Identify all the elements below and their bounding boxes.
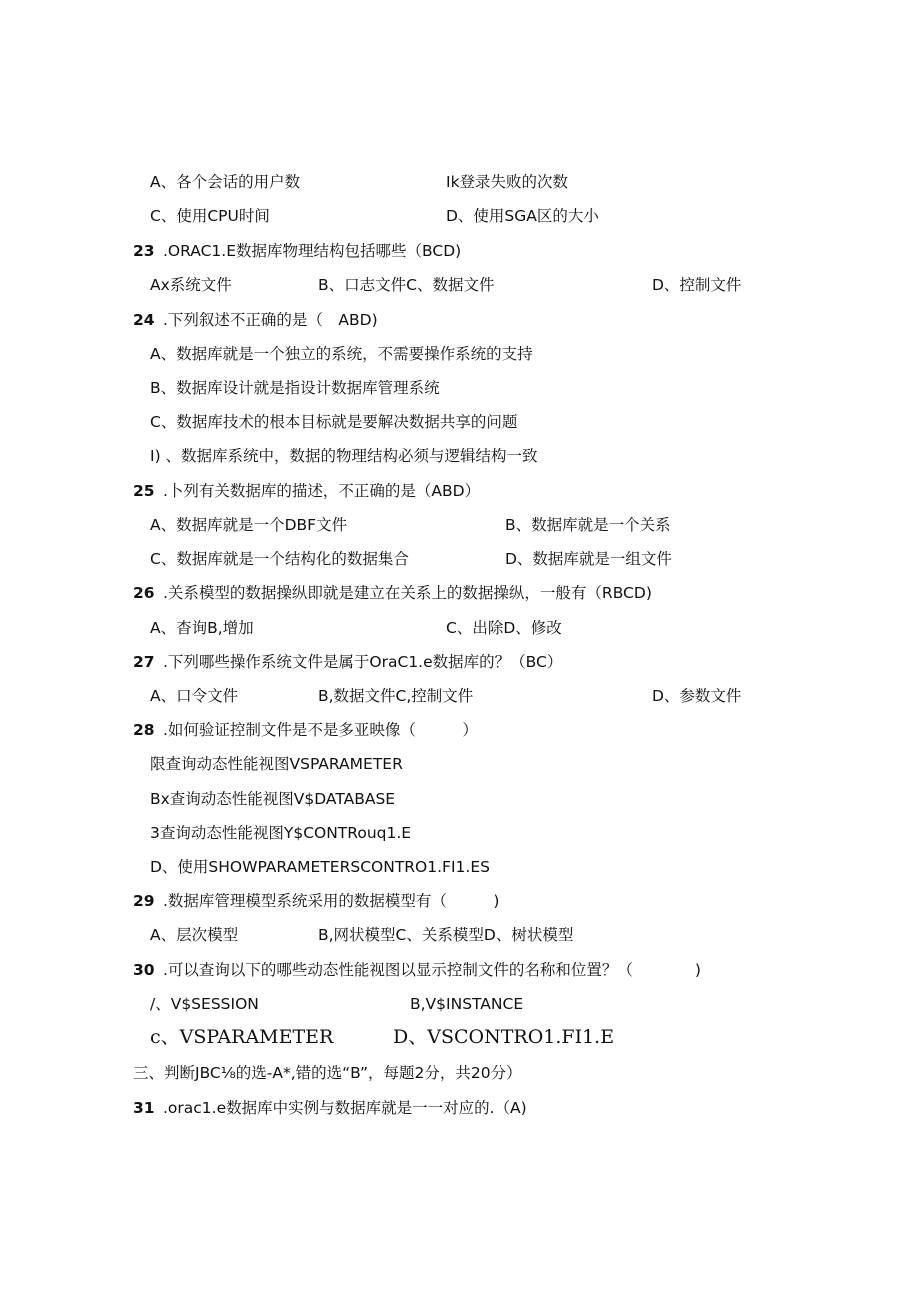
- option-text: 3查询动态性能视图Y$CONTRouq1.E: [150, 824, 412, 842]
- question-text: .卜列有关数据库的描述，不正确的是（ABD）: [163, 482, 481, 500]
- option-text: c、VSPARAMETER: [150, 1026, 334, 1048]
- option-text: C、数据库就是一个结构化的数据集合: [150, 550, 409, 568]
- option-text: Ax系统文件: [150, 276, 232, 294]
- option-text: A、各个会话的用户数: [150, 173, 301, 191]
- option-text: A、数据库就是一个独立的系统，不需要操作系统的支持: [150, 345, 533, 363]
- question-text: .关系模型的数据操纵即就是建立在关系上的数据操纵，一般有（RBCD): [163, 584, 652, 602]
- q26-option-cd: [446, 613, 562, 643]
- q24-option-b: [150, 373, 440, 403]
- question-number: 26: [133, 584, 155, 602]
- q23-option-a: [150, 270, 232, 300]
- option-text: D、使用SGA区的大小: [446, 207, 599, 225]
- option-text: D、使用SHOWPARAMETERSCONTRO1.FI1.ES: [150, 858, 490, 876]
- option-text: D、参数文件: [652, 687, 742, 705]
- q24-option-d: [150, 441, 538, 471]
- question-text: .如何验证控制文件是不是多亚映像（ ）: [163, 721, 478, 739]
- question-number: 30: [133, 961, 155, 979]
- q30-option-c: [150, 1022, 333, 1052]
- question-23: [133, 236, 461, 266]
- question-text: .下列叙述不正确的是（ ABD): [163, 311, 378, 329]
- question-26: [133, 578, 652, 608]
- q24-option-a: [150, 339, 533, 369]
- question-24: [133, 305, 378, 335]
- question-text: .数据库管理模型系统采用的数据模型有（ ): [163, 892, 500, 910]
- q30-option-b: [410, 989, 523, 1019]
- option-text: B、数据库设计就是指设计数据库管理系统: [150, 379, 440, 397]
- option-text: 限查询动态性能视图VSPARAMETER: [150, 755, 403, 773]
- question-30: [133, 955, 701, 985]
- option-text: C、使用CPU时间: [150, 207, 270, 225]
- q24-option-c: [150, 407, 517, 437]
- q28-option-a: [150, 749, 403, 779]
- section-title: 三、判断JBC⅛的选-A*,错的选“B”，每题2分，共20分）: [133, 1064, 522, 1082]
- option-text: D、VSCONTRO1.FI1.E: [393, 1026, 615, 1048]
- option-text: B,数据文件C,控制文件: [318, 687, 474, 705]
- q25-option-a: [150, 510, 347, 540]
- option-text: C、出除D、修改: [446, 619, 562, 637]
- question-31: [133, 1093, 527, 1123]
- question-28: [133, 715, 478, 745]
- option-text: C、数据库技术的根本目标就是要解决数据共享的问题: [150, 413, 518, 431]
- option-c-line: [150, 201, 270, 231]
- q28-option-b: [150, 784, 395, 814]
- q29-option-a: [150, 920, 238, 950]
- question-text: .下列哪些操作系统文件是属于OraC1.e数据库的？（BC）: [163, 653, 563, 671]
- option-text: A、口令文件: [150, 687, 239, 705]
- option-text: B,V$INSTANCE: [410, 995, 524, 1013]
- option-text: I) 、数据库系统中，数据的物理结构必须与逻辑结构一致: [150, 447, 538, 465]
- option-text: /、V$SESSION: [150, 995, 259, 1013]
- option-text: Ik登录失败的次数: [446, 173, 569, 191]
- question-25: [133, 476, 480, 506]
- question-29: [133, 886, 499, 916]
- q25-option-b: [505, 510, 671, 540]
- question-text: .ORAC1.E数据库物理结构包括哪些（BCD): [163, 242, 462, 260]
- question-number: 31: [133, 1099, 155, 1117]
- option-b-line: [446, 167, 568, 197]
- question-27: [133, 647, 562, 677]
- q28-option-c: [150, 818, 411, 848]
- option-text: B、口志文件C、数据文件: [318, 276, 495, 294]
- q25-option-d: [505, 544, 672, 574]
- option-text: B、数据库就是一个关系: [505, 516, 671, 534]
- q30-option-d: [393, 1022, 614, 1052]
- q28-option-d: [150, 852, 490, 882]
- question-number: 24: [133, 311, 155, 329]
- question-number: 25: [133, 482, 155, 500]
- option-a-line: [150, 167, 300, 197]
- q30-option-a: [150, 989, 259, 1019]
- option-text: Bx查询动态性能视图V$DATABASE: [150, 790, 396, 808]
- q27-option-a: [150, 681, 238, 711]
- option-text: A、杳询B,增加: [150, 619, 254, 637]
- option-d-line: [446, 201, 599, 231]
- question-number: 28: [133, 721, 155, 739]
- q26-option-ab: [150, 613, 254, 643]
- option-text: A、数据库就是一个DBF文件: [150, 516, 348, 534]
- q27-option-d: [652, 681, 741, 711]
- option-text: B,网状模型C、关系模型D、树状模型: [318, 926, 574, 944]
- q23-option-d: [652, 270, 741, 300]
- question-text: .orac1.e数据库中实例与数据库就是一一对应的.（A): [163, 1099, 527, 1117]
- q29-option-bcd: [318, 920, 573, 950]
- question-text: .可以查询以下的哪些动态性能视图以显示控制文件的名称和位置？（ ): [163, 961, 701, 979]
- question-number: 27: [133, 653, 155, 671]
- question-number: 29: [133, 892, 155, 910]
- q27-option-bc: [318, 681, 473, 711]
- question-number: 23: [133, 242, 155, 260]
- section-3-heading: [133, 1058, 522, 1088]
- q23-option-bc: [318, 270, 494, 300]
- option-text: D、控制文件: [652, 276, 742, 294]
- option-text: D、数据库就是一组文件: [505, 550, 672, 568]
- q25-option-c: [150, 544, 409, 574]
- option-text: A、层次模型: [150, 926, 239, 944]
